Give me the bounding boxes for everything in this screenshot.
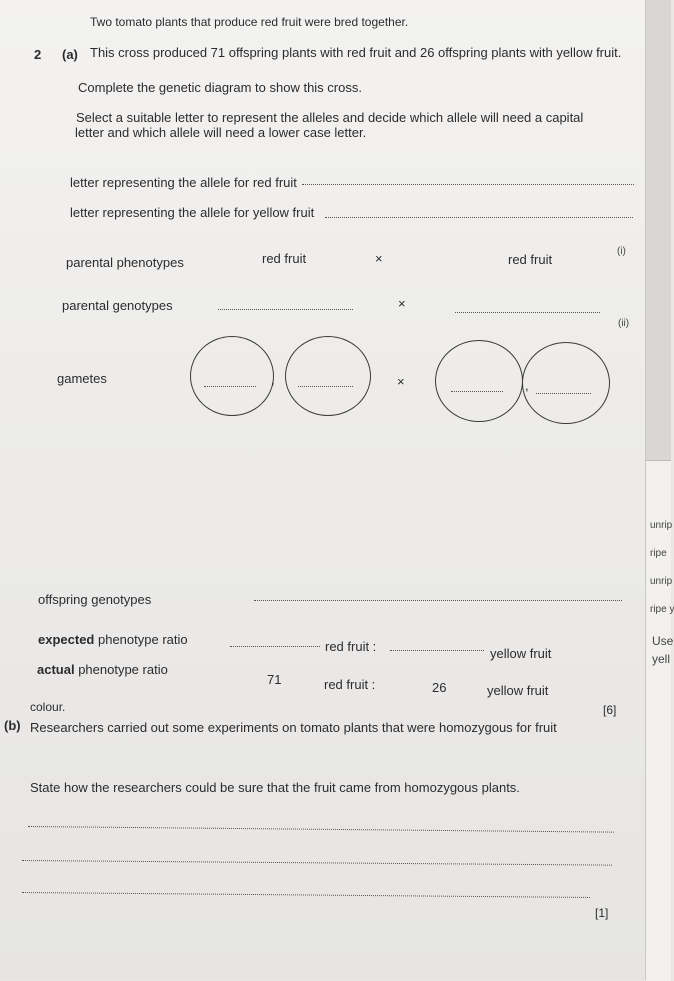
expected-red-answer-line[interactable] [230, 646, 320, 647]
instruction-line-2b: letter and which allele will need a lower case letter. [75, 125, 367, 140]
gamete-2-answer-line[interactable] [298, 386, 353, 387]
gametes-label: gametes [57, 371, 107, 386]
subpart-i-marker: (i) [617, 246, 626, 257]
expected-yellow-answer-line[interactable] [390, 650, 484, 651]
adjacent-fragment-3: unrip [650, 576, 673, 587]
adjacent-fragment-5: Use [652, 634, 674, 648]
question-number: 2 [34, 47, 42, 62]
adjacent-fragment-6: yell [652, 652, 671, 666]
gamete-comma-1: , [271, 372, 275, 387]
parental-phenotypes-label: parental phenotypes [66, 255, 184, 270]
actual-yellow-fruit-label: yellow fruit [487, 683, 549, 698]
yellow-allele-letter-answer-line[interactable] [325, 217, 633, 218]
part-b-question: State how the researchers could be sure that the fruit came from homozygous plants. [30, 780, 520, 795]
actual-red-fruit-label: red fruit : [324, 677, 376, 692]
gamete-circle-2[interactable] [285, 336, 371, 416]
yellow-allele-letter-label: letter representing the allele for yellow fruit [70, 205, 315, 220]
part-a-marks: [6] [603, 703, 617, 717]
actual-ratio-label: actual phenotype ratio [37, 662, 168, 677]
instruction-line-1: Complete the genetic diagram to show this cross. [78, 80, 362, 95]
parental-phenotype-2: red fruit [508, 252, 553, 267]
intro-line-2: This cross produced 71 offspring plants with red fruit and 26 offspring plants with yellow fruit. [90, 45, 622, 60]
subpart-ii-marker: (ii) [618, 318, 630, 329]
part-b-answer-line-3[interactable] [22, 892, 590, 898]
part-a-label: (a) [62, 47, 78, 62]
parental-phenotype-1: red fruit [262, 251, 307, 266]
expected-yellow-fruit-label: yellow fruit [490, 646, 552, 661]
actual-red-count: 71 [267, 672, 282, 687]
gamete-circle-4[interactable] [522, 342, 610, 424]
offspring-genotypes-answer-line[interactable] [254, 600, 622, 601]
parental-genotype-1-answer-line[interactable] [218, 309, 353, 310]
part-b-answer-line-1[interactable] [28, 826, 614, 833]
gamete-1-answer-line[interactable] [204, 386, 256, 387]
part-b-label: (b) [4, 718, 21, 733]
gamete-4-answer-line[interactable] [536, 393, 591, 394]
part-b-answer-line-2[interactable] [22, 860, 612, 866]
part-b-marks: [1] [595, 906, 609, 920]
cross-symbol-phenotypes: × [375, 251, 383, 266]
part-b-line-2: colour. [30, 700, 66, 714]
red-allele-letter-answer-line[interactable] [302, 184, 634, 185]
expected-red-fruit-label: red fruit : [325, 639, 377, 654]
instruction-line-2a: Select a suitable letter to represent the alleles and decide which allele will need a capital [76, 110, 584, 125]
part-b-line-1: Researchers carried out some experiments on tomato plants that were homozygous for fruit [30, 720, 557, 735]
gamete-circle-3[interactable] [435, 340, 523, 422]
parental-genotype-2-answer-line[interactable] [455, 312, 600, 313]
expected-ratio-label: expected phenotype ratio [38, 632, 188, 647]
gamete-comma-2: , [525, 378, 529, 393]
red-allele-letter-label: letter representing the allele for red fruit [70, 175, 297, 190]
adjacent-page-lower [646, 460, 674, 981]
gamete-circle-1[interactable] [190, 336, 274, 416]
adjacent-fragment-4: ripe y [650, 604, 674, 615]
adjacent-fragment-1: unrip [650, 520, 673, 531]
cross-symbol-gametes: × [397, 374, 405, 389]
adjacent-page-upper [646, 0, 671, 460]
adjacent-page-edge [645, 0, 674, 980]
actual-yellow-count: 26 [432, 680, 447, 695]
offspring-genotypes-label: offspring genotypes [38, 592, 152, 607]
cross-symbol-genotypes: × [398, 296, 406, 311]
parental-genotypes-label: parental genotypes [62, 298, 173, 313]
intro-line-1: Two tomato plants that produce red fruit were bred together. [90, 15, 409, 29]
gamete-3-answer-line[interactable] [451, 391, 503, 392]
adjacent-fragment-2: ripe [650, 548, 667, 559]
